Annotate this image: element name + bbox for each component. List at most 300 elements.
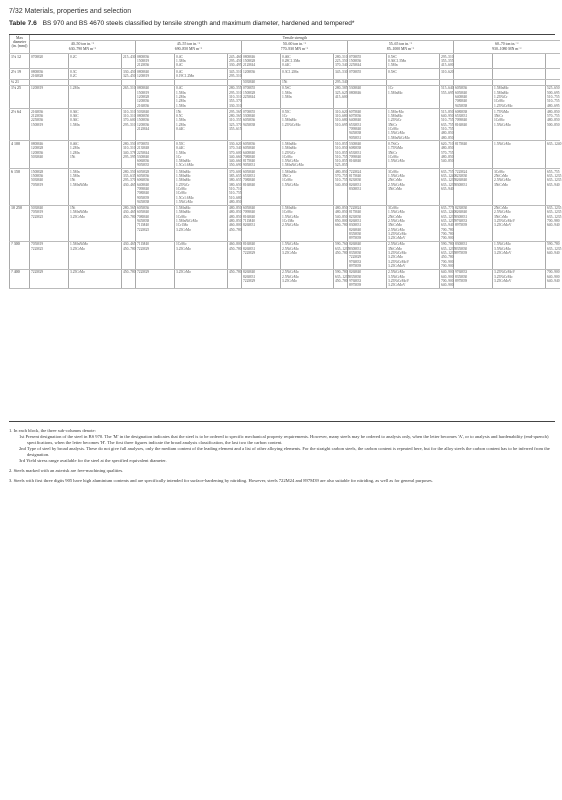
stress-range: 510–755: [547, 99, 560, 104]
stress-range: 295–450: [229, 58, 242, 63]
type-cell: [281, 205, 334, 241]
steel-type: 1.5NiCrMo: [388, 174, 405, 179]
stress-cell: [228, 85, 242, 108]
steel-designation: 120M28: [31, 146, 44, 151]
max-diameter-header: [10, 35, 30, 54]
steel-type: 1.5Mn: [176, 90, 186, 95]
steel-cell: [30, 109, 69, 141]
type-cell: [281, 169, 334, 205]
stress-range: 635–1235: [441, 178, 456, 183]
stress-range: 640–940: [547, 251, 560, 256]
band-mn: 85–1000 MN m⁻²: [386, 47, 415, 52]
steel-cell: [30, 54, 69, 69]
stress-range: 635–1235: [441, 219, 456, 223]
band-mn: 770–930 MN m⁻²: [280, 47, 309, 52]
diameter-cell: ? 300: [10, 241, 30, 269]
type-cell: [175, 169, 228, 205]
steel-designation: 212M36: [31, 114, 44, 119]
stress-range: 280–565: [123, 206, 136, 211]
band-mn: 630–790 MN m⁻²: [68, 47, 97, 52]
stress-cell: [228, 205, 242, 241]
steel-designation: 120M36: [137, 122, 150, 127]
steel-type: 1.5NiCrMo: [494, 122, 511, 127]
steel-type: 0.36C: [70, 118, 79, 123]
steel-cell: [348, 54, 387, 69]
stress-range: 590–760: [335, 242, 348, 247]
steel-type: 3NiCr: [388, 150, 397, 155]
steel-designation: 605M40: [243, 146, 256, 151]
stress-range: 450–780: [123, 246, 136, 251]
type-cell: [281, 109, 334, 141]
steel-type: 1CrMo: [388, 127, 399, 132]
steel-designation: 826M40: [349, 227, 362, 232]
steel-type: 3.25NiCrMoV: [494, 270, 516, 275]
steel-type: 1.5MnMo: [176, 174, 191, 179]
steel-type: 0.55C: [282, 109, 291, 114]
type-cell: [493, 54, 546, 69]
steel-type: 1Ni: [70, 178, 76, 183]
stress-range: 430–465: [123, 242, 136, 247]
steel-cell: [30, 269, 69, 288]
type-cell: [493, 205, 546, 241]
max-diameter-unit: (in. (mm)): [11, 44, 28, 49]
stress-range: 340–660: [229, 159, 242, 164]
stress-cell: [440, 269, 454, 288]
stress-range: 450–780: [229, 246, 242, 251]
type-cell: [387, 141, 440, 169]
steel-cell: [242, 54, 281, 69]
stress-cell: [122, 169, 136, 205]
type-cell: [493, 169, 546, 205]
stress-range: 280–550: [123, 169, 136, 174]
type-cell: [69, 269, 122, 288]
stress-range: 500–695: [547, 90, 560, 95]
stress-range: 635–755: [441, 122, 454, 127]
steel-type: 1.5MnNiCrMo: [388, 135, 410, 140]
steel-type: 3.5NiCrMo: [388, 274, 405, 279]
steel-designation: 976M33: [349, 278, 362, 283]
steel-cell: [348, 69, 387, 80]
steel-designation: 830M31: [455, 182, 468, 187]
type-cell: [175, 54, 228, 69]
note-2: 2. Steels marked with an asterisk are free-machining qualities.: [9, 468, 124, 473]
type-cell: [493, 269, 546, 288]
stress-range: 850–800: [335, 219, 348, 223]
stress-range: 480–850: [335, 206, 348, 211]
type-cell: [69, 241, 122, 269]
steel-designation: 826M31: [243, 246, 256, 251]
steel-type: 1.5MnMo: [176, 210, 191, 215]
steel-type: 0.46C: [282, 54, 291, 59]
steel-type: 1.25NiCr: [494, 94, 508, 99]
steel-designation: 905M31: [243, 163, 256, 168]
steel-type: 1Ni: [176, 109, 182, 114]
type-cell: [387, 241, 440, 269]
steel-type: 1.5NiCrMo: [388, 210, 405, 215]
steel-type: 3.25NiCrMoV: [388, 259, 410, 264]
steel-designation: 216M28: [31, 73, 44, 78]
stress-range: 225–550: [335, 58, 348, 63]
steel-designation: 709M40: [349, 127, 362, 132]
type-cell: [175, 241, 228, 269]
steel-designation: 080M40: [137, 86, 150, 91]
steel-cell: [454, 269, 493, 288]
steel-designation: 120M36: [243, 69, 256, 74]
stress-range: 330–450: [123, 69, 136, 74]
steel-type: 1.5NiCrMo: [176, 199, 193, 204]
steel-designation: 653M31: [243, 174, 256, 179]
stress-range: 480–850: [335, 210, 348, 215]
steel-type: 1.5MnMo: [282, 206, 297, 211]
steel-cell: [348, 109, 387, 141]
table-row: [10, 69, 560, 80]
type-cell: [175, 269, 228, 288]
steel-type: 1.5Mn: [282, 90, 292, 95]
steel-type: 0.44C: [176, 146, 185, 151]
stress-range: 280–510: [335, 54, 348, 59]
steel-designation: 150M36: [31, 174, 44, 179]
stress-cell: [546, 169, 560, 205]
page-header: 7/32 Materials, properties and selection: [9, 8, 132, 15]
steel-designation: 708M40: [455, 99, 468, 104]
steel-type: 1.5MnMo: [282, 146, 297, 151]
stress-range: 330–510: [229, 103, 242, 108]
steel-type: 1CrMo: [176, 214, 187, 219]
tensile-strength-header: Tensile strength: [30, 35, 560, 41]
stress-range: 380–655: [229, 178, 242, 183]
stress-range: 590–780: [441, 242, 454, 247]
table-caption: BS 970 and BS 4670 steels classified by tensile strength and maximum diameter, hardened and tempered*: [42, 20, 355, 27]
steel-type: 1.5NiCrMo: [282, 159, 299, 164]
steel-designation: 826M40: [349, 270, 362, 275]
steel-type: 1.5MnMo: [176, 178, 191, 183]
type-cell: [387, 54, 440, 69]
steel-designation: 653M31: [455, 114, 468, 119]
steel-designation: 817M40: [349, 210, 362, 215]
steel-designation: 835M30: [349, 231, 362, 236]
steel-type: 3NiCrMo: [388, 246, 402, 251]
stress-cell: [122, 54, 136, 69]
type-cell: [281, 269, 334, 288]
stress-range: 480–695: [547, 103, 560, 108]
steel-type: 1.2Mn: [176, 99, 186, 104]
steel-type: 0.4C: [176, 86, 183, 91]
stress-range: 510–695: [335, 122, 348, 127]
stress-range: 515–640: [441, 86, 454, 91]
type-cell: [281, 141, 334, 169]
steel-designation: 120M36: [31, 150, 44, 155]
steel-designation: 225M44: [349, 63, 362, 68]
stress-range: 295–510: [123, 122, 136, 127]
steel-type: 3.25CrMoV: [388, 263, 406, 268]
band-tons: 50–60 ton in.⁻²: [282, 41, 307, 46]
stress-range: 640–950: [441, 114, 454, 119]
stress-range: 635–940: [441, 223, 454, 228]
steel-cell: [242, 169, 281, 205]
band-tons: 40–50 ton in.⁻²: [70, 41, 95, 46]
stress-range: 525–855: [335, 163, 348, 168]
steel-type: 2.5NiCrMo: [388, 219, 405, 223]
stress-cell: [546, 69, 560, 80]
stress-range: 310–680: [335, 114, 348, 119]
steel-cell: [454, 69, 493, 80]
steel-designation: 150M36: [349, 58, 362, 63]
note-1-text: 1. In each block, the three sub-columns denote:: [9, 428, 96, 433]
band-header: [348, 41, 454, 54]
steel-type: 1CrMo: [176, 191, 187, 196]
stress-range: 540–850: [441, 159, 454, 164]
steel-designation: 905M35: [137, 163, 150, 168]
steel-cell: [242, 109, 281, 141]
steel-designation: 830M31: [349, 246, 362, 251]
stress-range: 635–1240: [547, 141, 562, 146]
stress-range: 380–650: [229, 182, 242, 187]
type-cell: [69, 54, 122, 69]
steel-type: 1.5MnMo: [176, 159, 191, 164]
stress-range: 540–850: [335, 182, 348, 187]
stress-cell: [122, 69, 136, 80]
steel-type: 1.5NiCrMo: [282, 214, 299, 219]
steel-designation: 945M38: [349, 131, 362, 136]
type-cell: [281, 69, 334, 80]
steel-type: 0.4C: [176, 54, 183, 59]
steel-type: 0.55C: [176, 141, 185, 146]
max-diameter-label: Max diameter: [12, 35, 27, 44]
type-cell: [69, 205, 122, 241]
steel-designation: 120M28: [137, 94, 150, 99]
stress-cell: [122, 205, 136, 241]
type-cell: [69, 169, 122, 205]
band-header: [30, 41, 136, 54]
stress-cell: [334, 241, 348, 269]
steel-designation: 120M19: [137, 73, 150, 78]
steel-designation: 835M30: [455, 274, 468, 279]
steel-designation: 605M36: [455, 86, 468, 91]
steel-designation: 830M31: [349, 186, 362, 191]
steel-type: 1.5NiCrMo: [282, 242, 299, 247]
steel-cell: [136, 269, 175, 288]
steel-cell: [454, 241, 493, 269]
steel-type: 3NiCrMo: [494, 214, 508, 219]
steel-type: 1Ni: [70, 206, 76, 211]
steel-designation: 722M25: [31, 246, 44, 251]
stress-range: 635–755: [441, 169, 454, 174]
band-mn: 690–850 MN m⁻²: [174, 47, 203, 52]
steel-designation: 722M24: [349, 206, 362, 211]
stress-range: 510–755: [335, 154, 348, 159]
stress-range: 525–650: [547, 86, 560, 91]
steel-designation: 826M31: [243, 274, 256, 279]
steel-cell: [136, 54, 175, 69]
steel-designation: 823M30: [349, 214, 362, 219]
steel-type: 1.5MnNiMo: [70, 242, 89, 247]
type-cell: [281, 241, 334, 269]
stress-range: 640–900: [441, 270, 454, 275]
steel-designation: 835M30: [349, 251, 362, 256]
steel-designation: 709M40: [349, 154, 362, 159]
steel-designation: 722M29: [243, 251, 256, 256]
steel-designation: 722M25: [31, 214, 44, 219]
steel-designation: 150M28: [31, 169, 44, 174]
stress-range: 510–710: [229, 186, 242, 191]
steel-cell: [242, 241, 281, 269]
steel-designation: 826M40: [455, 210, 468, 215]
stress-cell: [546, 141, 560, 169]
diameter-cell: 1⅛ 25: [10, 85, 30, 108]
stress-range: 450–780: [229, 227, 242, 232]
steel-type: 1.5Mn: [282, 94, 292, 99]
steel-cell: [348, 205, 387, 241]
steel-type: 1.5Mn: [70, 169, 80, 174]
stress-range: 345–530: [335, 69, 348, 74]
steel-type: 1CrMo: [494, 118, 505, 123]
steel-designation: 070M55: [349, 54, 362, 59]
table-row: [10, 205, 560, 241]
stress-range: 570–755: [335, 174, 348, 179]
type-cell: [387, 169, 440, 205]
stress-range: 450–780: [229, 270, 242, 275]
steel-designation: 607M36: [349, 114, 362, 119]
steel-type: 1.75NiMo: [494, 109, 509, 114]
steel-type: 3.25CrMo: [70, 270, 85, 275]
stress-cell: [122, 269, 136, 288]
steel-type: 3.25CrMo: [282, 251, 297, 256]
steel-designation: 826M31: [349, 219, 362, 223]
steel-type: 1.5MnMo: [494, 90, 509, 95]
steel-designation: 826M40: [349, 242, 362, 247]
steel-type: 1.5NiCrMo: [494, 242, 511, 247]
steel-designation: 945M38: [137, 219, 150, 223]
diameter-cell: 10 250: [10, 205, 30, 241]
steel-type: 3.25NiCrMoV: [494, 219, 516, 223]
steel-type: 3.25CrMo: [388, 255, 403, 260]
table-row: [10, 85, 560, 108]
stress-range: 635–775: [441, 206, 454, 211]
stress-range: 510–680: [335, 118, 348, 123]
steel-designation: 711M40: [137, 242, 150, 247]
band-header: [454, 41, 560, 54]
stress-cell: [546, 241, 560, 269]
steel-type: 3CrMo: [388, 206, 399, 211]
stress-range: 335–635: [123, 174, 136, 179]
steel-cell: [454, 109, 493, 141]
stress-range: 280–555: [229, 86, 242, 91]
steel-designation: 120M19: [31, 86, 44, 91]
steel-type: 0.5SC: [388, 69, 397, 74]
stress-range: 635–1235: [335, 246, 350, 251]
steel-designation: 709M40: [455, 118, 468, 123]
steel-type: 1.5Mn: [388, 63, 398, 68]
stress-cell: [228, 109, 242, 141]
steel-designation: 070M55: [349, 69, 362, 74]
stress-range: 660–780: [335, 223, 348, 228]
steel-designation: 826M31: [349, 182, 362, 187]
stress-range: 450–780: [441, 255, 454, 260]
steel-type: 1.75NiMo: [388, 146, 403, 151]
steel-type: 0.46C: [70, 141, 79, 146]
steel-type: 3.25NiCrMo: [388, 231, 407, 236]
stress-range: 510–850: [335, 146, 348, 151]
stress-cell: [440, 141, 454, 169]
steel-type: 3.25CrMo: [70, 246, 85, 251]
steel-designation: 530M40: [243, 114, 256, 119]
stress-range: 310–555: [229, 118, 242, 123]
stress-range: 500–850: [547, 122, 560, 127]
steel-type: 3.25CrMo: [176, 246, 191, 251]
steel-cell: [136, 241, 175, 269]
steel-designation: 705M19: [31, 210, 44, 215]
notes-section: [9, 428, 554, 488]
steel-designation: 212M44: [137, 127, 150, 132]
table-row: [10, 241, 560, 269]
steel-designation: 503M40: [243, 80, 256, 85]
stress-range: 655–755: [547, 169, 560, 174]
stress-range: 460–800: [229, 242, 242, 247]
stress-range: 460–800: [229, 223, 242, 228]
type-cell: [69, 69, 122, 80]
stress-range: 355–615: [229, 127, 242, 132]
steel-designation: 605M36: [137, 206, 150, 211]
note-1-third: 3rd Yield stress range available for the steel at the specified equivalent diameter.: [19, 458, 167, 463]
stress-range: 640–900: [441, 283, 454, 288]
type-cell: [493, 141, 546, 169]
type-cell: [387, 269, 440, 288]
stress-range: 590–780: [335, 270, 348, 275]
note-3: 3. Steels with first three digits 905 have high aluminium contents and are specifically intended for surface-hardening by nitriding. However, steels 722M24 and 897M39 are also suitable for nitriding, as well as for general purposes.: [9, 478, 433, 483]
steel-type: 3NiCr: [494, 114, 503, 119]
stress-range: 510–755: [441, 127, 454, 132]
stress-range: 635–1235: [547, 178, 562, 183]
stress-cell: [228, 141, 242, 169]
stress-cell: [546, 205, 560, 241]
steel-type: 1.5MnMo: [176, 169, 191, 174]
steel-type: 0.19C1.2Mn: [176, 73, 195, 78]
steel-designation: 080M40: [137, 69, 150, 74]
steel-designation: 605M40: [455, 90, 468, 95]
steel-designation: 897M39: [455, 223, 468, 228]
stress-range: 345–510: [229, 69, 242, 74]
steel-designation: 711M40: [243, 219, 256, 223]
steel-designation: 816M40: [455, 122, 468, 127]
stress-range: 480–850: [441, 131, 454, 136]
type-cell: [69, 141, 122, 169]
steel-type: 1Cr: [388, 86, 394, 91]
steel-type: 1CrMo: [388, 154, 399, 159]
stress-range: 325–450: [123, 73, 136, 78]
stress-range: 325–625: [335, 90, 348, 95]
steel-type: 0.2C: [70, 73, 77, 78]
steel-type: 2NiCrMo: [494, 174, 508, 179]
stress-range: 280–565: [229, 114, 242, 119]
steel-designation: 605M36: [137, 174, 150, 179]
steel-type: 2.5NiCrMo: [282, 223, 299, 228]
steel-designation: 080M46: [31, 141, 44, 146]
table-title: [9, 20, 549, 27]
stress-range: 700–780: [441, 227, 454, 232]
steel-designation: 605M36: [243, 118, 256, 123]
steel-designation: 897M39: [349, 263, 362, 268]
stress-cell: [440, 109, 454, 141]
stress-range: 635–1235: [547, 206, 562, 211]
steel-type: 1.5MnMo: [282, 141, 297, 146]
table-row: [10, 141, 560, 169]
steel-type: 3.25CrMo: [176, 227, 191, 232]
stress-range: 310–510: [123, 109, 136, 114]
stress-range: 635–1235: [547, 246, 562, 251]
steel-type: 1.5MnNiMo: [70, 182, 89, 187]
steel-type: 0.5C: [176, 114, 183, 119]
steel-cell: [136, 205, 175, 241]
